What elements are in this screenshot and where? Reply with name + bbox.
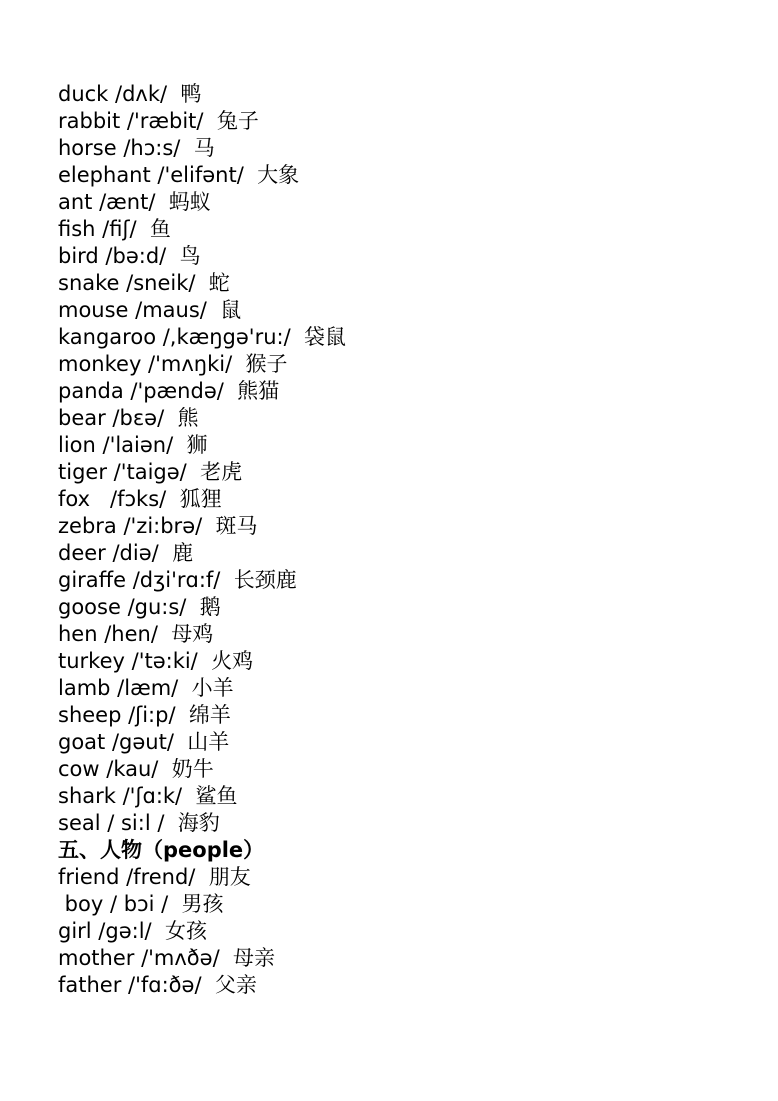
vocab-entry: deer /diə/ 鹿: [58, 541, 194, 565]
vocab-entry: fox /fɔks/ 狐狸: [58, 487, 222, 511]
vocab-entry: duck /dʌk/ 鸭: [58, 82, 202, 106]
vocab-entry: ant /ænt/ 蚂蚁: [58, 190, 211, 214]
vocab-entry: bird /bə:d/ 鸟: [58, 244, 201, 268]
vocab-entry: giraffe /dʒi'rɑ:f/ 长颈鹿: [58, 568, 297, 592]
vocab-entry: friend /frend/ 朋友: [58, 865, 251, 889]
vocab-entry: panda /'pændə/ 熊猫: [58, 379, 280, 403]
vocabulary-list: [58, 81, 346, 999]
vocab-entry: goat /gəut/ 山羊: [58, 730, 230, 754]
vocab-entry: fish /fiʃ/ 鱼: [58, 217, 171, 241]
vocab-entry: bear /bɛə/ 熊: [58, 406, 199, 430]
vocab-entry: lamb /læm/ 小羊: [58, 676, 234, 700]
vocab-entry: monkey /'mʌŋki/ 猴子: [58, 352, 288, 376]
vocab-entry: snake /sneik/ 蛇: [58, 271, 230, 295]
vocab-entry: zebra /'zi:brə/ 斑马: [58, 514, 258, 538]
vocab-entry: boy / bɔi / 男孩: [58, 892, 224, 916]
vocab-entry: sheep /ʃi:p/ 绵羊: [58, 703, 231, 727]
vocab-entry: shark /'ʃɑ:k/ 鲨鱼: [58, 784, 238, 808]
vocab-entry: elephant /'elifənt/ 大象: [58, 163, 300, 187]
vocab-entry: hen /hen/ 母鸡: [58, 622, 214, 646]
vocab-entry: kangaroo /,kæŋgə'ru:/ 袋鼠: [58, 325, 347, 349]
vocab-entry: goose /gu:s/ 鹅: [58, 595, 221, 619]
vocab-entry: horse /hɔ:s/ 马: [58, 136, 215, 160]
vocab-entry: cow /kau/ 奶牛: [58, 757, 214, 781]
vocab-entry: mouse /maus/ 鼠: [58, 298, 242, 322]
vocab-entry: rabbit /'ræbit/ 兔子: [58, 109, 259, 133]
vocab-entry: tiger /'taigə/ 老虎: [58, 460, 243, 484]
vocab-entry: turkey /'tə:ki/ 火鸡: [58, 649, 254, 673]
vocab-entry: mother /'mʌðə/ 母亲: [58, 946, 276, 970]
vocab-entry: girl /gə:l/ 女孩: [58, 919, 207, 943]
vocab-entry: seal / si:l / 海豹: [58, 811, 220, 835]
vocab-entry: lion /'laiən/ 狮: [58, 433, 208, 457]
section-heading: 五、人物（people）: [58, 838, 265, 862]
vocab-entry: father /'fɑ:ðə/ 父亲: [58, 973, 257, 997]
